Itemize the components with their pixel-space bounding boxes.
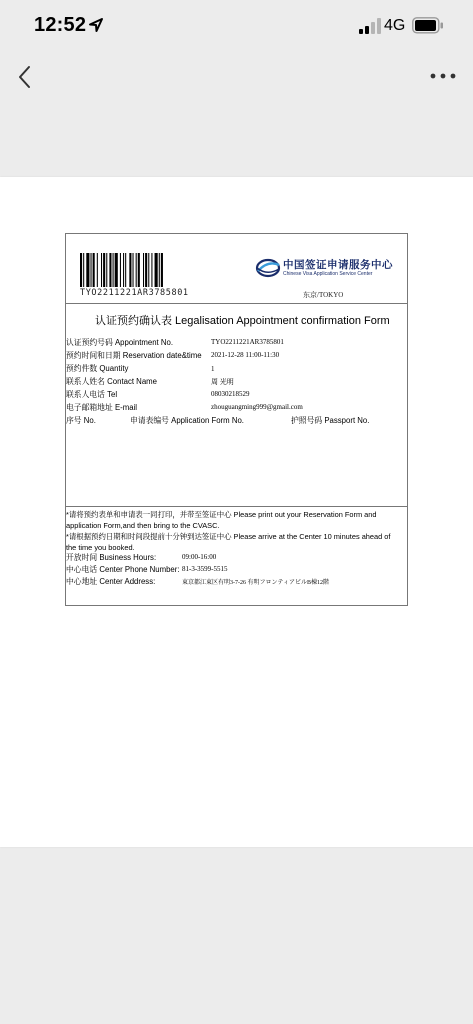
more-horizontal-icon[interactable] [428, 68, 458, 84]
center-phone-label: 中心电话 Center Phone Number: [66, 565, 180, 574]
center-phone-value: 81-3-3599-5515 [182, 565, 228, 573]
battery-icon [412, 17, 444, 34]
center-address-label: 中心地址 Center Address: [66, 577, 156, 586]
status-time: 12:52 [34, 14, 87, 36]
table-header-no: 序号 No. [66, 416, 96, 425]
tel-value: 08030218529 [211, 390, 250, 398]
navigation-bar [0, 56, 473, 100]
email-label: 电子邮箱地址 E-mail [66, 403, 138, 412]
note-arrive-early: *请根据预约日期和时间段提前十分钟到达签证中心 Please arrive at the Center 10 minutes ahead of the time you booked. [66, 532, 391, 552]
email-value: zhouguangming999@gmail.com [211, 403, 303, 411]
footer-divider [65, 506, 408, 507]
center-location: 东京/TOKYO [303, 291, 344, 299]
quantity-value: 1 [211, 365, 215, 373]
status-bar [0, 0, 473, 56]
tel-label: 联系人电话 Tel [66, 390, 118, 399]
reservation-datetime-value: 2021-12-28 11:00-11:30 [211, 351, 280, 359]
location-arrow-icon [88, 17, 104, 33]
table-header-passport: 护照号码 Passport No. [291, 416, 370, 425]
cvasc-logo-icon [255, 256, 281, 278]
business-hours-label: 开放时间 Business Hours: [66, 553, 157, 562]
appointment-no-value: TYO2211221AR3785801 [211, 338, 284, 346]
header-divider [65, 303, 408, 304]
table-header-application-form: 申请表编号 Application Form No. [130, 416, 244, 425]
barcode-image [80, 253, 190, 287]
business-hours-value: 09:00-16:00 [182, 553, 217, 561]
contact-name-value: 周 光明 [211, 378, 234, 386]
note-print-form: *请将预约表单和申请表一同打印，并带至签证中心 Please print out your Reservation Form and application Form,and then bring to the CVASC. [66, 510, 377, 530]
quantity-label: 预约件数 Quantity [66, 364, 129, 373]
form-title: 认证预约确认表 Legalisation Appointment confirmation Form [95, 315, 390, 327]
barcode-number: TYO2211221AR3785801 [80, 288, 189, 298]
contact-name-label: 联系人姓名 Contact Name [66, 377, 157, 386]
back-chevron-icon[interactable] [14, 62, 36, 92]
logo-english-name: Chinese Visa Application Service Center [283, 271, 373, 277]
reservation-datetime-label: 预约时间和日期 Reservation date&time [66, 351, 202, 360]
network-type: 4G [384, 17, 406, 34]
appointment-no-label: 认证预约号码 Appointment No. [66, 338, 174, 347]
center-address-value: 東京都江東区有明3-7-26 有明フロンティアビルB棟12階 [182, 580, 330, 586]
cellular-signal-icon [358, 18, 382, 34]
logo-chinese-name: 中国签证申请服务中心 [283, 259, 393, 271]
